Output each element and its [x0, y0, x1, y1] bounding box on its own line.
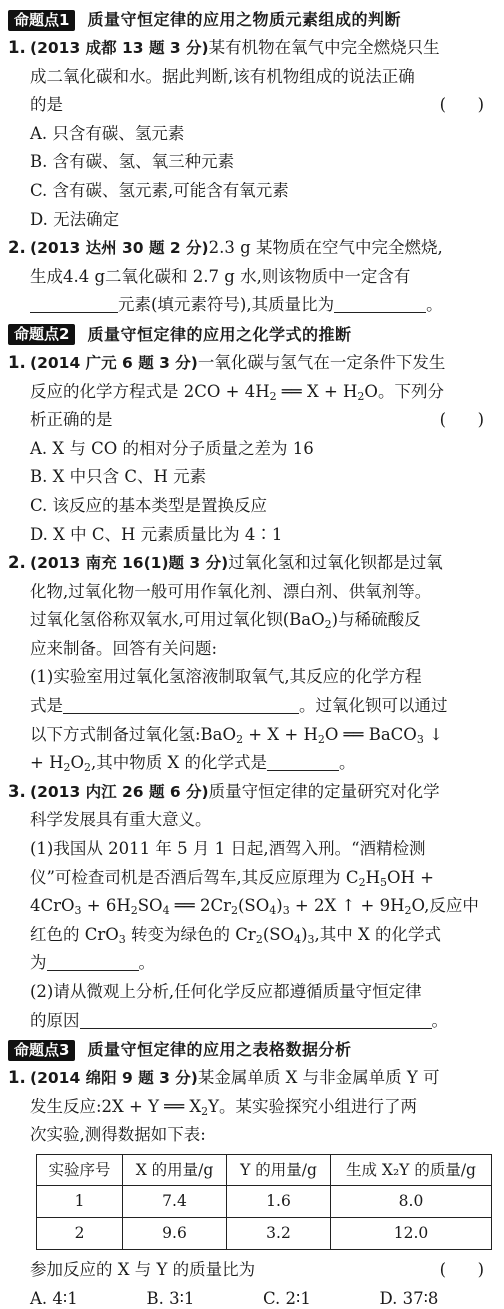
text: 式是	[30, 696, 63, 716]
subscript: 2	[404, 904, 412, 918]
question-text: 生成4.4 g二氧化碳和 2.7 g 水,则该物质中一定含有	[30, 266, 411, 286]
text: ══ 2Cr	[169, 896, 231, 916]
subscript: 2	[269, 389, 277, 403]
text: )	[301, 924, 308, 944]
question-text: 的是	[30, 95, 63, 115]
question-number: 1.	[8, 352, 26, 372]
options-row	[8, 1285, 496, 1309]
question-text: 析正确的是	[30, 410, 113, 430]
text: 发生反应:2X + Y ══ X	[30, 1096, 202, 1116]
section-3-header	[8, 1036, 496, 1064]
table-cell: 7.4	[123, 1185, 227, 1217]
question-text: (2)请从微观上分析,任何化学反应都遵循质量守恒定律	[30, 982, 422, 1001]
subscript: 2	[357, 389, 365, 403]
subscript: 3	[416, 732, 424, 746]
subscript: 2	[63, 761, 71, 775]
text: O	[70, 753, 84, 773]
punctuation: 。	[426, 295, 443, 315]
question-text: 化物,过氧化物一般可用作氧化剂、漂白剂、供氧剂等。	[30, 581, 432, 601]
text: O,反应中	[411, 896, 479, 916]
text: SO	[137, 896, 163, 916]
text: ══ X + H	[276, 381, 358, 401]
answer-bracket[interactable]: ( )	[439, 95, 484, 115]
table-row	[37, 1217, 492, 1249]
table-row	[37, 1185, 492, 1217]
answer-bracket[interactable]: ( )	[439, 410, 484, 430]
text: 4CrO	[30, 896, 75, 916]
text: Y。某实验探究小组进行了两	[208, 1096, 418, 1116]
question-text: 参加反应的 X 与 Y 的质量比为	[30, 1259, 256, 1279]
option-a[interactable]: A. 4∶1	[30, 1288, 78, 1308]
question-number: 2.	[8, 238, 26, 258]
subscript: 3	[282, 904, 290, 918]
text: 反应的化学方程式是 2CO + 4H	[30, 381, 270, 401]
subscript: 3	[307, 932, 315, 946]
question-source: (2014 绵阳 9 题 3 分)	[30, 1069, 198, 1088]
question-number: 2.	[8, 553, 26, 573]
option-a[interactable]: A. X 与 CO 的相对分子质量之差为 16	[30, 438, 314, 458]
question-text: 一氧化碳与氢气在一定条件下发生	[197, 352, 446, 372]
option-b[interactable]: B. 3∶1	[146, 1288, 195, 1308]
question-text: 质量守恒定律的定量研究对化学	[208, 781, 440, 801]
option-d[interactable]: D. 37∶8	[379, 1288, 439, 1308]
question-source: (2013 内江 26 题 6 分)	[30, 782, 209, 801]
text: 红色的 CrO	[30, 924, 119, 944]
text: O ══ BaCO	[324, 724, 417, 744]
answer-blank[interactable]	[30, 293, 118, 313]
answer-blank[interactable]	[334, 293, 426, 313]
text: )与稀硫酸反	[331, 610, 421, 630]
text: O。下列分	[364, 381, 444, 401]
column-header: 生成 X₂Y 的质量/g	[331, 1154, 492, 1185]
option-d[interactable]: D. X 中 C、H 元素质量比为 4∶1	[30, 524, 283, 544]
text: + X + H	[243, 724, 318, 744]
question-text: 某金属单质 X 与非金属单质 Y 可	[197, 1068, 440, 1088]
question-number: 3.	[8, 781, 26, 801]
question-text: 次实验,测得数据如下表:	[30, 1125, 206, 1145]
table-cell: 2	[37, 1217, 123, 1249]
subscript: 3	[74, 904, 82, 918]
answer-blank[interactable]	[267, 751, 339, 771]
text: 。过氧化钡可以通过	[299, 696, 448, 716]
question-number: 1.	[8, 1068, 26, 1088]
text: + 6H	[81, 896, 131, 916]
text: ↓	[423, 724, 443, 744]
option-c[interactable]: C. 该反应的基本类型是置换反应	[30, 495, 268, 515]
question-number: 1.	[8, 38, 26, 57]
question-text: 成二氧化碳和水。据此判断,该有机物组成的说法正确	[30, 66, 415, 86]
text: 为	[30, 953, 47, 973]
column-header: X 的用量/g	[123, 1154, 227, 1185]
question-source: (2014 广元 6 题 3 分)	[30, 353, 198, 372]
text: + H	[30, 753, 64, 773]
table-cell: 1	[37, 1185, 123, 1217]
option-b[interactable]: B. 含有碳、氢、氧三种元素	[30, 152, 235, 172]
question-text: 某有机物在氧气中完全燃烧只生	[208, 38, 440, 57]
answer-blank[interactable]	[47, 951, 139, 971]
option-c[interactable]: C. 含有碳、氢元素,可能含有氧元素	[30, 180, 289, 200]
question-text: 元素(填元素符号),其质量比为	[118, 295, 335, 315]
question-2-2	[8, 549, 496, 778]
table-header-row	[37, 1154, 492, 1185]
subscript: 3	[118, 932, 126, 946]
text: 转变为绿色的 Cr	[125, 924, 256, 944]
text: ,其中物质 X 的化学式是	[91, 753, 267, 773]
text: 过氧化氢俗称双氧水,可用过氧化钡(BaO	[30, 610, 325, 630]
option-c[interactable]: C. 2∶1	[263, 1288, 311, 1308]
question-3-1	[8, 1064, 496, 1150]
section-3-title: 质量守恒定律的应用之表格数据分析	[87, 1039, 352, 1059]
question-2-1	[8, 349, 496, 435]
subscript: 2	[84, 761, 91, 775]
subscript: 2	[230, 904, 238, 918]
text: H	[365, 867, 380, 887]
option-d[interactable]: D. 无法确定	[30, 209, 120, 229]
subscript: 2	[324, 618, 332, 632]
question-source: (2013 达州 30 题 2 分)	[30, 239, 209, 258]
question-2-3	[8, 778, 496, 1035]
section-1-header	[8, 6, 496, 34]
punctuation: 。	[338, 753, 356, 773]
data-table	[36, 1154, 492, 1250]
subscript: 2	[317, 732, 325, 746]
equation-line	[30, 378, 496, 407]
text: ,其中 X 的化学式	[314, 924, 442, 944]
equation-line	[30, 721, 496, 750]
table-cell: 9.6	[123, 1217, 227, 1249]
subscript: 4	[162, 904, 170, 918]
equation-line	[30, 892, 496, 921]
subscript: 5	[379, 875, 387, 889]
subscript: 4	[294, 932, 302, 946]
question-text: 2.3 g 某物质在空气中完全燃烧,	[208, 238, 443, 258]
option-a[interactable]: A. 只含有碳、氢元素	[30, 123, 185, 143]
table-cell: 12.0	[331, 1217, 492, 1249]
subscript: 2	[201, 1104, 209, 1118]
question-source: (2013 南充 16(1)题 3 分)	[30, 554, 229, 573]
question-text: 应来制备。回答有关问题:	[30, 638, 218, 658]
subscript: 2	[236, 732, 244, 746]
text: 仪”可检查司机是否酒后驾车,其反应原理为 C	[30, 867, 359, 887]
punctuation: 。	[138, 953, 155, 973]
table-cell: 3.2	[227, 1217, 331, 1249]
answer-blank[interactable]	[80, 1009, 432, 1029]
question-1-1	[8, 34, 496, 120]
answer-blank[interactable]	[63, 694, 299, 714]
subscript: 4	[269, 904, 277, 918]
subscript: 2	[358, 875, 366, 889]
question-ask-line	[8, 1256, 496, 1285]
text: (SO	[262, 924, 295, 944]
section-3-tag: 命题点3	[8, 1040, 75, 1061]
column-header: 实验序号	[37, 1154, 123, 1185]
question-text: (1)我国从 2011 年 5 月 1 日起,酒驾入刑。“酒精检测	[30, 839, 426, 859]
question-text: (1)实验室用过氧化氢溶液制取氧气,其反应的化学方程	[30, 667, 422, 687]
subscript: 2	[130, 904, 138, 918]
question-source: (2013 成都 13 题 3 分)	[30, 39, 209, 57]
question-text: 过氧化氢和过氧化钡都是过氧	[228, 553, 443, 573]
section-2-tag: 命题点2	[8, 324, 75, 345]
column-header: Y 的用量/g	[227, 1154, 331, 1185]
section-2-title: 质量守恒定律的应用之化学式的推断	[87, 324, 352, 344]
text: (SO	[237, 896, 270, 916]
punctuation: 。	[431, 1010, 448, 1030]
question-text: 科学发展具有重大意义。	[30, 810, 212, 830]
question-1-2	[8, 234, 496, 320]
table-cell: 8.0	[331, 1185, 492, 1217]
text: + 2X ↑ + 9H	[289, 896, 405, 916]
table-cell: 1.6	[227, 1185, 331, 1217]
option-b[interactable]: B. X 中只含 C、H 元素	[30, 467, 207, 487]
section-1-tag: 命题点1	[8, 10, 75, 31]
subscript: 2	[255, 932, 263, 946]
text: 的原因	[30, 1010, 80, 1030]
text: )	[276, 896, 283, 916]
text: OH +	[386, 867, 434, 887]
answer-bracket[interactable]: ( )	[439, 1259, 484, 1279]
text: 以下方式制备过氧化氢:BaO	[30, 724, 237, 744]
section-1-title: 质量守恒定律的应用之物质元素组成的判断	[87, 9, 401, 29]
section-2-header	[8, 321, 496, 349]
